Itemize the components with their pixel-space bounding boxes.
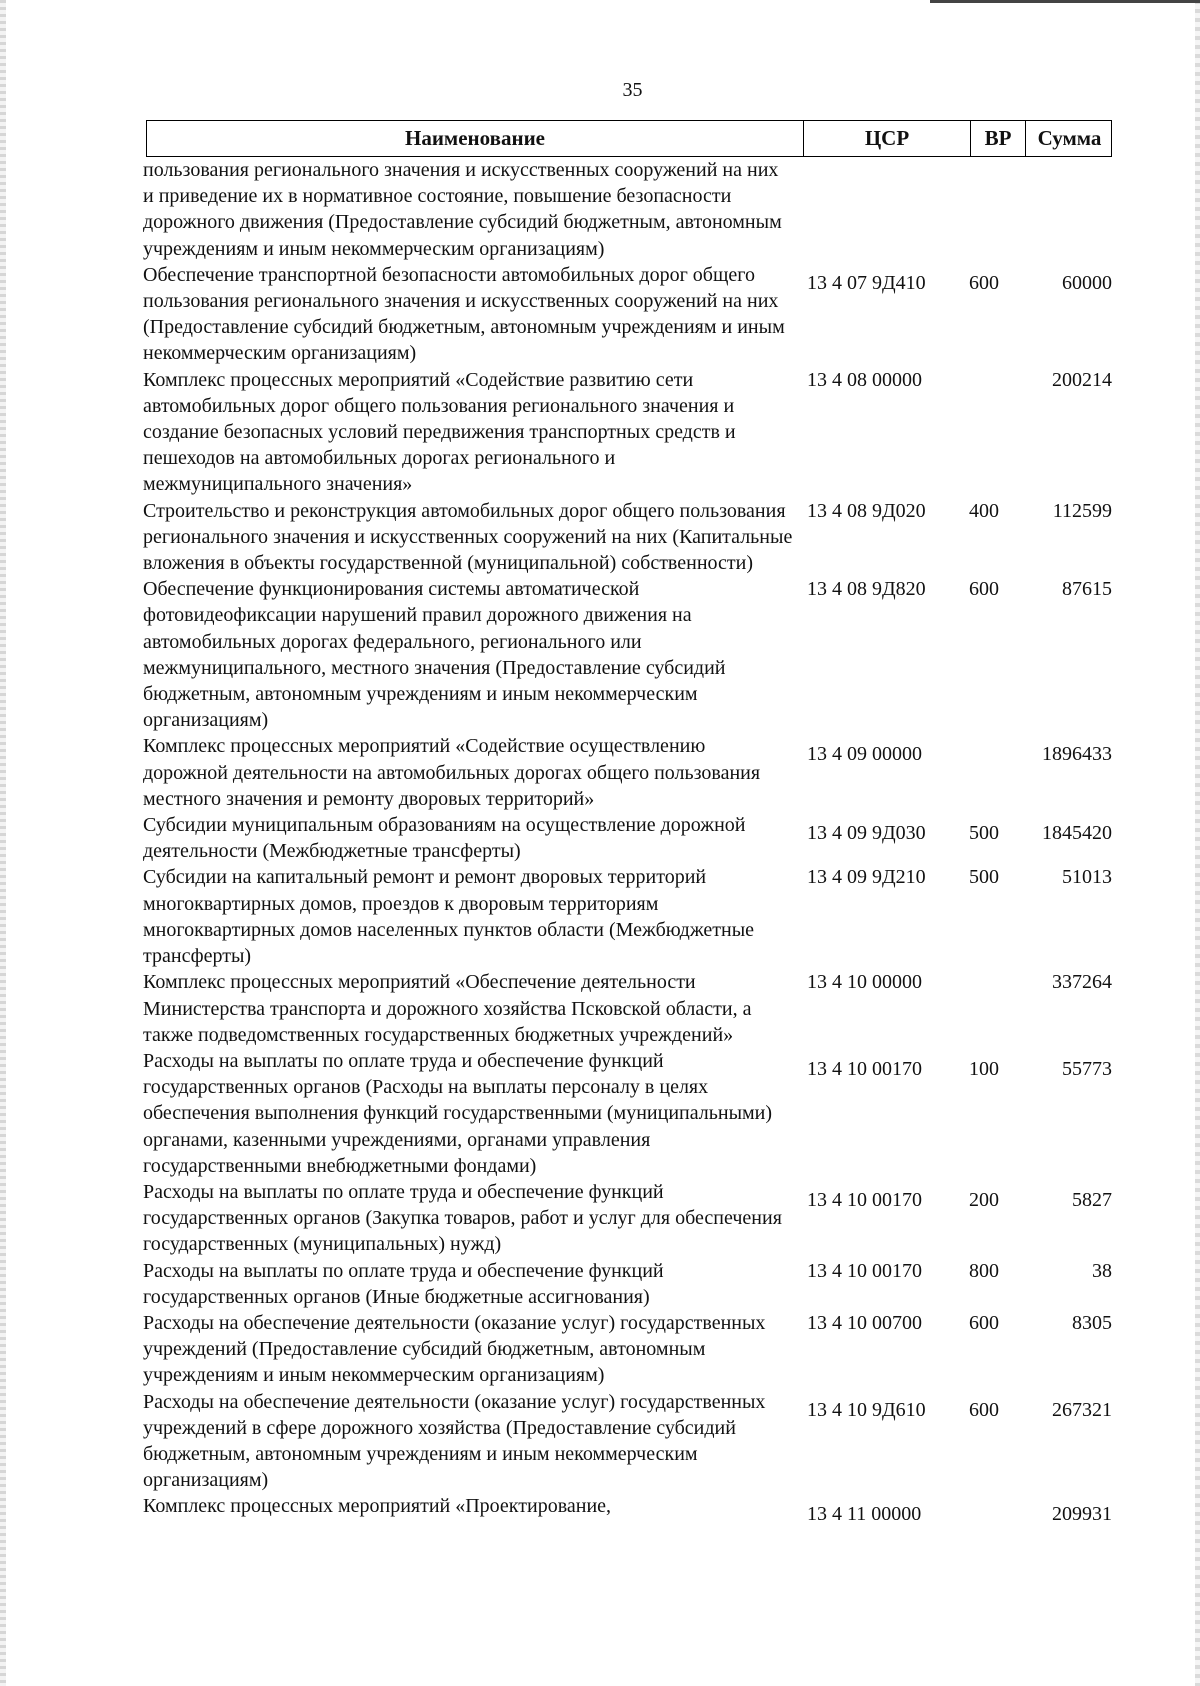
- row-vr: 200: [969, 1188, 999, 1211]
- table-row: [0, 733, 1200, 812]
- row-csr: 13 4 10 00000: [807, 971, 922, 994]
- row-sum: 267321: [1052, 1398, 1112, 1421]
- row-vr: 500: [969, 822, 999, 845]
- row-name: пользования регионального значения и искусственных сооружений на них и приведение их в нормативное состояние, повышение безопасности дорожного движения (Предоставление субсидий бюджетным, автономным учреждениям и иным некоммерческим организациям): [143, 159, 782, 260]
- table-row: [0, 1310, 1200, 1389]
- page-number: 35: [622, 79, 643, 101]
- row-name: Комплекс процессных мероприятий «Содействие осуществлению дорожной деятельности на автомобильных дорогах общего пользования местного значения и ремонту дворовых территорий»: [143, 735, 761, 810]
- row-name: Обеспечение транспортной безопасности автомобильных дорог общего пользования регионального значения и искусственных сооружений на них (Предоставление субсидий бюджетным, автономным учреждениям и иным некоммерческим организациям): [143, 263, 785, 365]
- table-row: [0, 1258, 1200, 1310]
- row-sum: 200214: [1052, 368, 1112, 391]
- row-csr: 13 4 09 9Д030: [807, 822, 926, 845]
- row-name: Субсидии муниципальным образованиям на осуществление дорожной деятельности (Межбюджетные трансферты): [143, 814, 746, 863]
- row-name: Расходы на обеспечение деятельности (оказание услуг) государственных учреждений в сфере дорожного хозяйства (Предоставление субсидий бюджетным, автономным учреждениям и иным некоммерческим организациям): [143, 1390, 766, 1492]
- row-csr: 13 4 08 9Д020: [807, 499, 926, 522]
- row-name: Комплекс процессных мероприятий «Обеспечение деятельности Министерства транспорта и дорожного хозяйства Псковской области, а также подведомственных государственных бюджетных учреждений»: [143, 971, 752, 1046]
- table-row: [0, 812, 1200, 864]
- row-name: Строительство и реконструкция автомобильных дорог общего пользования регионального значения и искусственных сооружений на них (Капитальные вложения в объекты государственной (муниципальной) собственности): [143, 499, 793, 575]
- table-header: [146, 120, 1112, 157]
- table-row: [0, 864, 1200, 969]
- row-sum: 1896433: [1042, 743, 1112, 766]
- row-csr: 13 4 09 00000: [807, 743, 922, 766]
- row-sum: 5827: [1072, 1188, 1112, 1211]
- row-sum: 112599: [1052, 499, 1112, 522]
- row-sum: 337264: [1052, 971, 1112, 994]
- row-name: Обеспечение функционирования системы автоматической фотовидеофиксации нарушений правил дорожного движения на автомобильных дорогах федерального, регионального или межмуниципального, местного значения (Предоставление субсидий бюджетным, автономным учреждениям и иным некоммерческим организациям): [143, 578, 726, 732]
- scan-top-line: [930, 0, 1200, 3]
- row-csr: 13 4 10 9Д610: [807, 1398, 926, 1421]
- row-sum: 209931: [1052, 1503, 1112, 1526]
- row-name: Расходы на выплаты по оплате труда и обеспечение функций государственных органов (Расходы на выплаты персоналу в целях обеспечения выполнения функций государственными (муниципальными) органами, казенными учреждениями, органами управления государственными внебюджетными фондами): [143, 1049, 773, 1177]
- table-row: [0, 969, 1200, 1048]
- row-csr: 13 4 10 00700: [807, 1311, 922, 1334]
- table-row: [0, 1493, 1200, 1526]
- table-row: [0, 1389, 1200, 1494]
- row-sum: 38: [1092, 1259, 1112, 1282]
- header-csr: ЦСР: [804, 121, 971, 156]
- table-row: [0, 498, 1200, 577]
- row-csr: 13 4 07 9Д410: [807, 271, 926, 294]
- row-vr: 500: [969, 866, 999, 889]
- row-csr: 13 4 10 00170: [807, 1259, 922, 1282]
- table-row: [0, 1179, 1200, 1258]
- row-name: Комплекс процессных мероприятий «Проектирование,: [143, 1495, 612, 1518]
- row-vr: 100: [969, 1057, 999, 1080]
- row-vr: 600: [969, 271, 999, 294]
- table-row: [0, 1048, 1200, 1179]
- row-csr: 13 4 08 00000: [807, 368, 922, 391]
- row-csr: 13 4 10 00170: [807, 1057, 922, 1080]
- row-name: Расходы на выплаты по оплате труда и обеспечение функций государственных органов (Закупка товаров, работ и услуг для обеспечения государственных (муниципальных) нужд): [143, 1180, 782, 1256]
- row-vr: 400: [969, 499, 999, 522]
- row-sum: 1845420: [1042, 822, 1112, 845]
- row-vr: 600: [969, 1398, 999, 1421]
- row-name: Субсидии на капитальный ремонт и ремонт дворовых территорий многоквартирных домов, проездов к дворовым территориям многоквартирных домов населенных пунктов области (Межбюджетные трансферты): [143, 866, 755, 968]
- header-name: Наименование: [147, 121, 804, 156]
- row-csr: 13 4 11 00000: [807, 1503, 922, 1526]
- table-row: [0, 367, 1200, 498]
- row-vr: 800: [969, 1259, 999, 1282]
- table-row: [0, 157, 1200, 262]
- table-row: [0, 262, 1200, 367]
- row-sum: 51013: [1062, 866, 1112, 889]
- row-name: Расходы на обеспечение деятельности (оказание услуг) государственных учреждений (Предоставление субсидий бюджетным, автономным учреждениям и иным некоммерческим организациям): [143, 1311, 766, 1387]
- row-vr: 600: [969, 1311, 999, 1334]
- row-name: Комплекс процессных мероприятий «Содействие развитию сети автомобильных дорог общего пользования регионального значения и создание безопасных условий передвижения транспортных средств и пешеходов на автомобильных дорогах регионального и межмуниципального значения»: [143, 368, 736, 496]
- header-sum: Сумма: [1037, 126, 1102, 150]
- table-row: [0, 576, 1200, 733]
- row-name: Расходы на выплаты по оплате труда и обеспечение функций государственных органов (Иные бюджетные ассигнования): [143, 1259, 664, 1308]
- header-vr: ВР: [971, 121, 1026, 156]
- table-body: [0, 157, 1200, 1526]
- row-sum: 55773: [1062, 1057, 1112, 1080]
- row-csr: 13 4 09 9Д210: [807, 866, 926, 889]
- row-csr: 13 4 10 00170: [807, 1188, 922, 1211]
- row-csr: 13 4 08 9Д820: [807, 578, 926, 601]
- row-sum: 60000: [1062, 271, 1112, 294]
- row-vr: 600: [969, 578, 999, 601]
- row-sum: 8305: [1072, 1311, 1112, 1334]
- row-sum: 87615: [1062, 578, 1112, 601]
